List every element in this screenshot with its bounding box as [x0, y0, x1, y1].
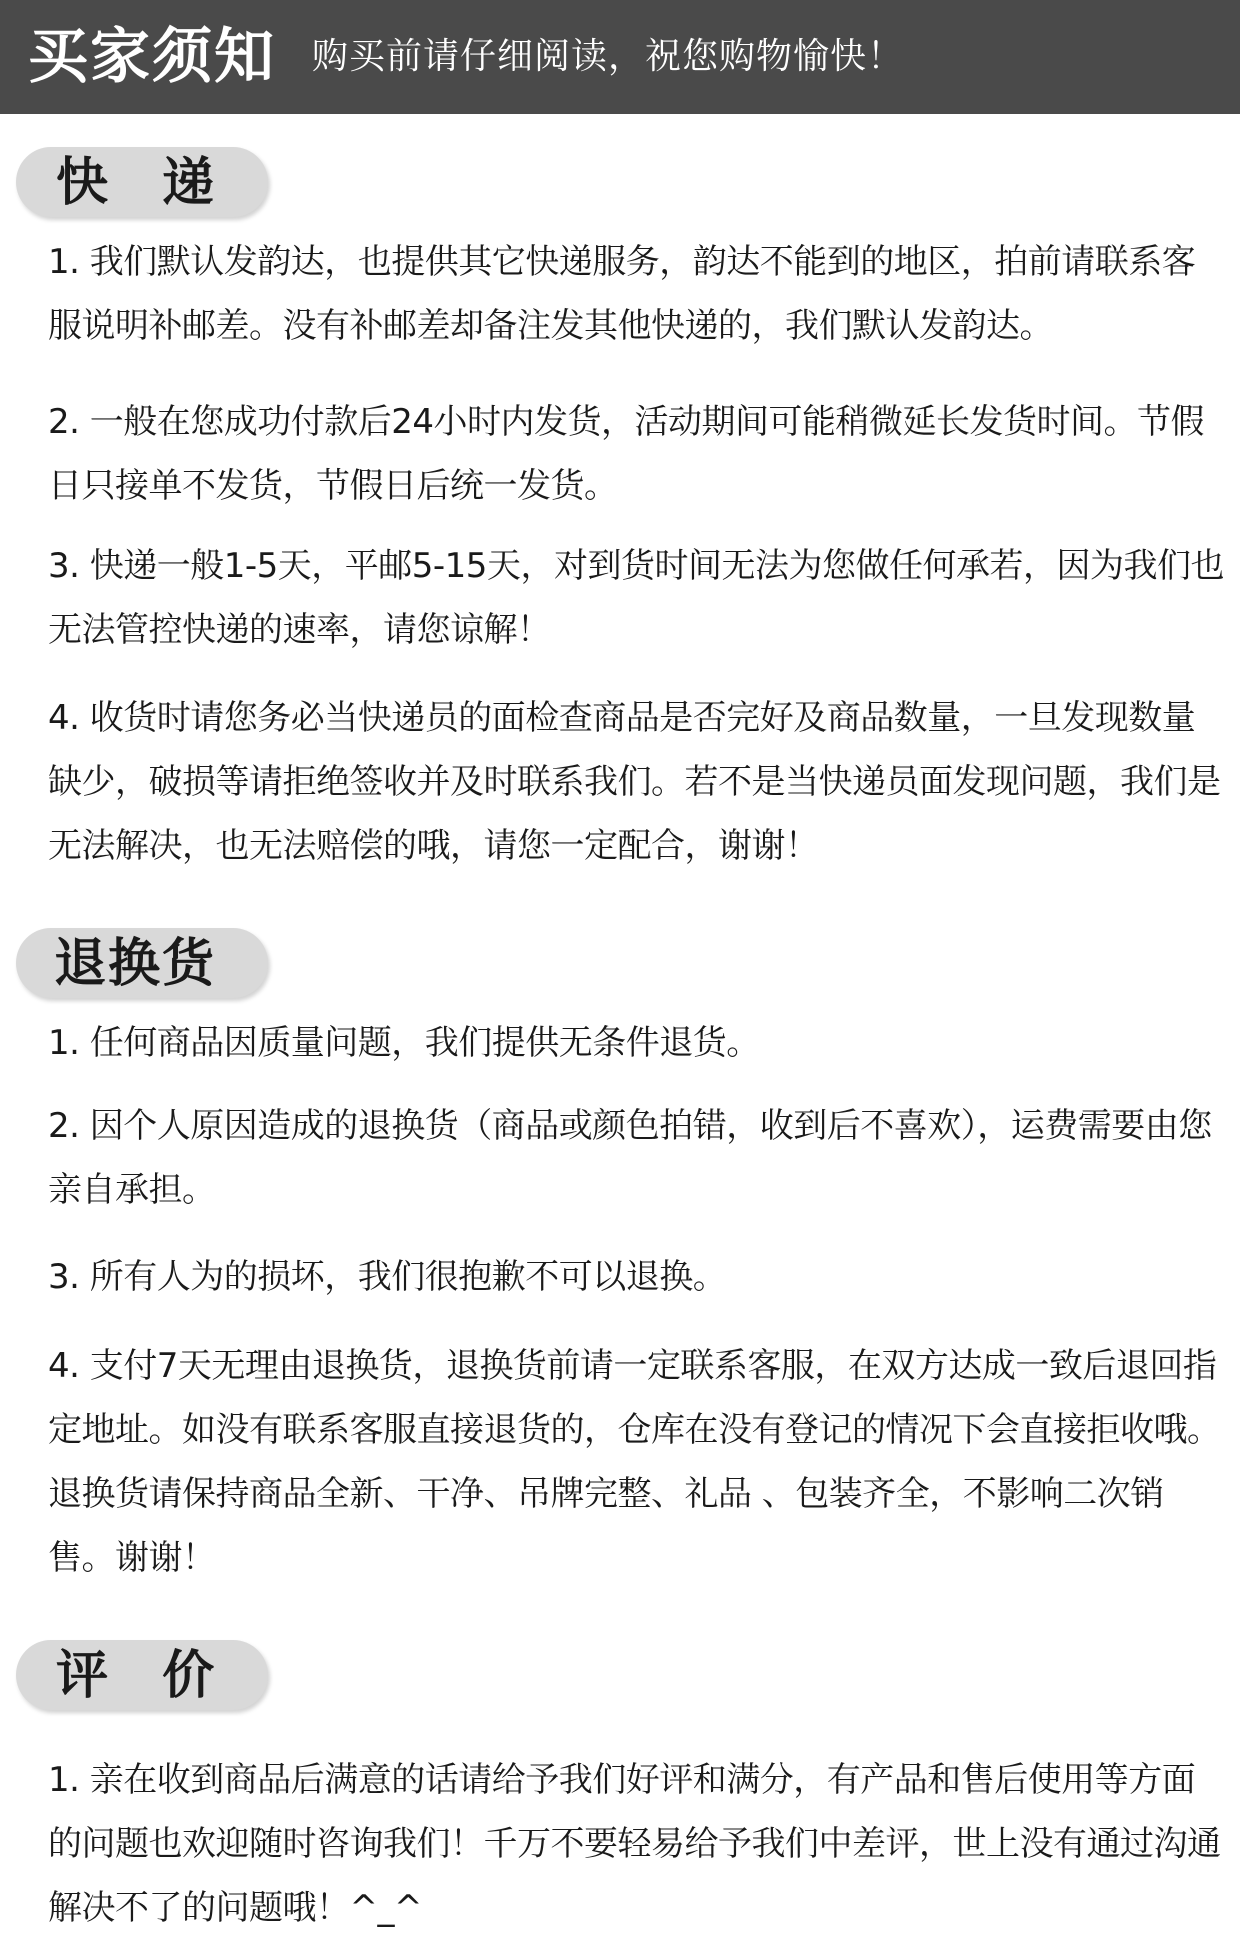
express-item-2: 2. 一般在您成功付款后24小时内发货，活动期间可能稍微延长发货时间。节假日只接单不发货，节假日后统一发货。 [48, 402, 1205, 506]
express-item-1: 1. 我们默认发韵达，也提供其它快递服务，韵达不能到的地区，拍前请联系客服说明补邮差。没有补邮差却备注发其他快递的，我们默认发韵达。 [48, 242, 1196, 346]
section-title-express: 快 递 [56, 153, 233, 213]
section-heading-express [16, 147, 268, 217]
returns-item-4: 4. 支付7天无理由退换货，退换货前请一定联系客服，在双方达成一致后退回指定地址。如没有联系客服直接退货的，仓库在没有登记的情况下会直接拒收哦。退换货请保持商品全新、干净、吊牌完整、礼品 、包装齐全，不影响二次销售。谢谢！ [48, 1346, 1221, 1578]
section-title-reviews: 评 价 [56, 1646, 233, 1706]
section-title-returns: 退换货 [54, 934, 217, 994]
returns-item-2: 2. 因个人原因造成的退换货（商品或颜色拍错，收到后不喜欢），运费需要由您亲自承担。 [48, 1106, 1212, 1210]
express-item-4: 4. 收货时请您务必当快递员的面检查商品是否完好及商品数量，一旦发现数量缺少，破损等请拒绝签收并及时联系我们。若不是当快递员面发现问题，我们是无法解决，也无法赔偿的哦，请您一定配合，谢谢！ [48, 698, 1221, 866]
section-heading-returns [16, 928, 268, 998]
express-item-3: 3. 快递一般1-5天，平邮5-15天，对到货时间无法为您做任何承若，因为我们也无法管控快递的速率，请您谅解！ [48, 546, 1224, 650]
returns-item-1: 1. 任何商品因质量问题，我们提供无条件退货。 [48, 1023, 760, 1063]
page-header [0, 0, 1240, 114]
section-heading-reviews [16, 1640, 268, 1710]
header-title: 买家须知 [28, 22, 276, 92]
header-subtitle: 购买前请仔细阅读，祝您购物愉快！ [312, 36, 905, 77]
returns-item-3: 3. 所有人为的损坏，我们很抱歉不可以退换。 [48, 1257, 727, 1297]
reviews-item-1: 1. 亲在收到商品后满意的话请给予我们好评和满分，有产品和售后使用等方面的问题也欢迎随时咨询我们！千万不要轻易给予我们中差评，世上没有通过沟通解决不了的问题哦！^_^ [48, 1760, 1221, 1928]
